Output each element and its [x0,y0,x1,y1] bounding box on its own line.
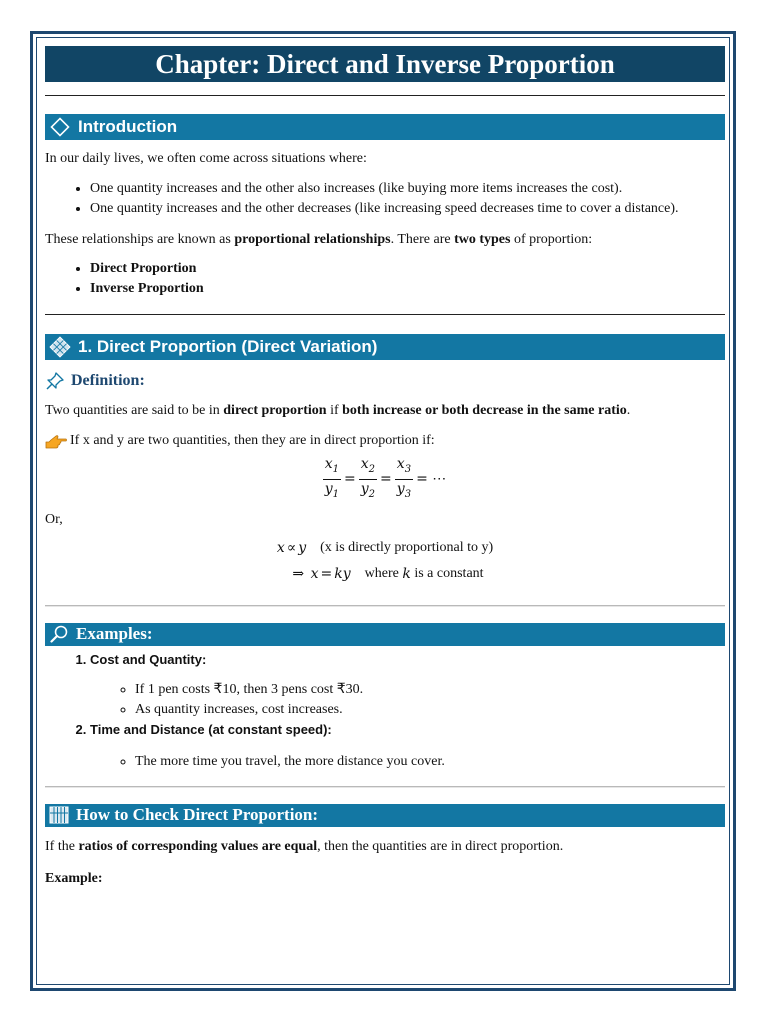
diamond-icon [49,116,71,138]
bold-text: proportional relationships [234,232,391,247]
definition-text [45,401,725,421]
text: of proportion: [510,232,593,247]
list-item: • One quantity increases and the other decreases (like increasing speed decreases time to cover a distance). [90,199,725,219]
bold-text: both increase or both decrease in the same ratio [342,403,627,418]
intro-lead: In our daily lives, we often come across situations where: [45,151,367,166]
section-examples-header [45,623,725,646]
intro-relation [45,230,725,250]
bold-text: two types [454,232,511,247]
text: where [364,565,399,581]
text: (x is directly proportional to y) [320,539,494,555]
text: if [326,403,343,418]
section-introduction-title: Introduction [78,117,178,136]
section-check-title: How to Check Direct Proportion: [76,805,319,825]
pointing-hand-icon [45,433,67,449]
pushpin-icon [45,371,65,391]
section-examples-title: Examples: [76,624,153,644]
list-item: • Inverse Proportion [90,279,725,299]
list-item: • One quantity increases and the other also increases (like buying more items increases the cost). [90,179,725,199]
example-title: Cost and Quantity: [90,651,207,667]
chapter-title: Chapter: Direct and Inverse Proportion [45,46,725,82]
text: . [626,403,631,418]
example-points [90,752,725,772]
text: These relationships are known as [45,232,235,247]
bold-text: direct proportion [223,403,327,418]
text: is a constant [414,565,484,581]
text: If x and y are two quantities, then they are in direct proportion if: [70,433,435,448]
bold-text: ratios of corresponding values are equal [78,838,318,854]
list-item [90,720,725,772]
list-item [90,650,725,720]
magnifier-icon [49,624,69,644]
bold-text: Example: [45,870,103,886]
example-title: Time and Distance (at constant speed): [90,721,332,737]
or-text: Or, [45,511,63,527]
abacus-icon [49,806,69,824]
constant-equation: ⇒ x = ky where k is a constant [292,565,484,582]
section-introduction-header [45,114,725,140]
section-direct-title: 1. Direct Proportion (Direct Variation) [78,337,378,356]
ratio-equation: $\frac{x_1}{y_1}$ = $\frac{x_2}{y_2}$ = $\frac{x_3}{y_3}$ = ⋯ [45,455,725,504]
text: Two quantities are said to be in [45,403,224,418]
list-item: • Direct Proportion [90,259,725,279]
document-content [45,46,725,889]
fraction: $\frac{x_3}{y_3}$ [396,456,412,500]
definition-heading [45,371,725,391]
example-points [90,680,725,720]
diamond-pattern-icon [49,336,71,358]
text: . There are [390,232,455,247]
example-label [45,869,725,889]
text: , then the quantities are in direct proportion. [317,838,564,854]
math-variable: k [402,565,411,582]
section-check-header [45,804,725,827]
list-item: ◦ The more time you travel, the more distance you cover. [135,752,725,772]
fraction: $\frac{x_1}{y_1}$ [324,456,340,500]
fraction: $\frac{x_2}{y_2}$ [360,456,376,500]
check-text [45,837,725,857]
section-direct-header [45,334,725,360]
examples-list [45,650,725,772]
list-item: ◦ If 1 pen costs ₹10, then 3 pens cost ₹30. [135,680,725,700]
intro-bullet-list [45,179,725,219]
if-statement [45,431,725,451]
definition-title: Definition: [71,372,145,389]
text: If the [45,838,79,854]
proportional-equation: x ∝ y (x is directly proportional to y) [276,539,494,556]
list-item: ◦ As quantity increases, cost increases. [135,700,725,720]
proportion-types-list [45,259,725,299]
